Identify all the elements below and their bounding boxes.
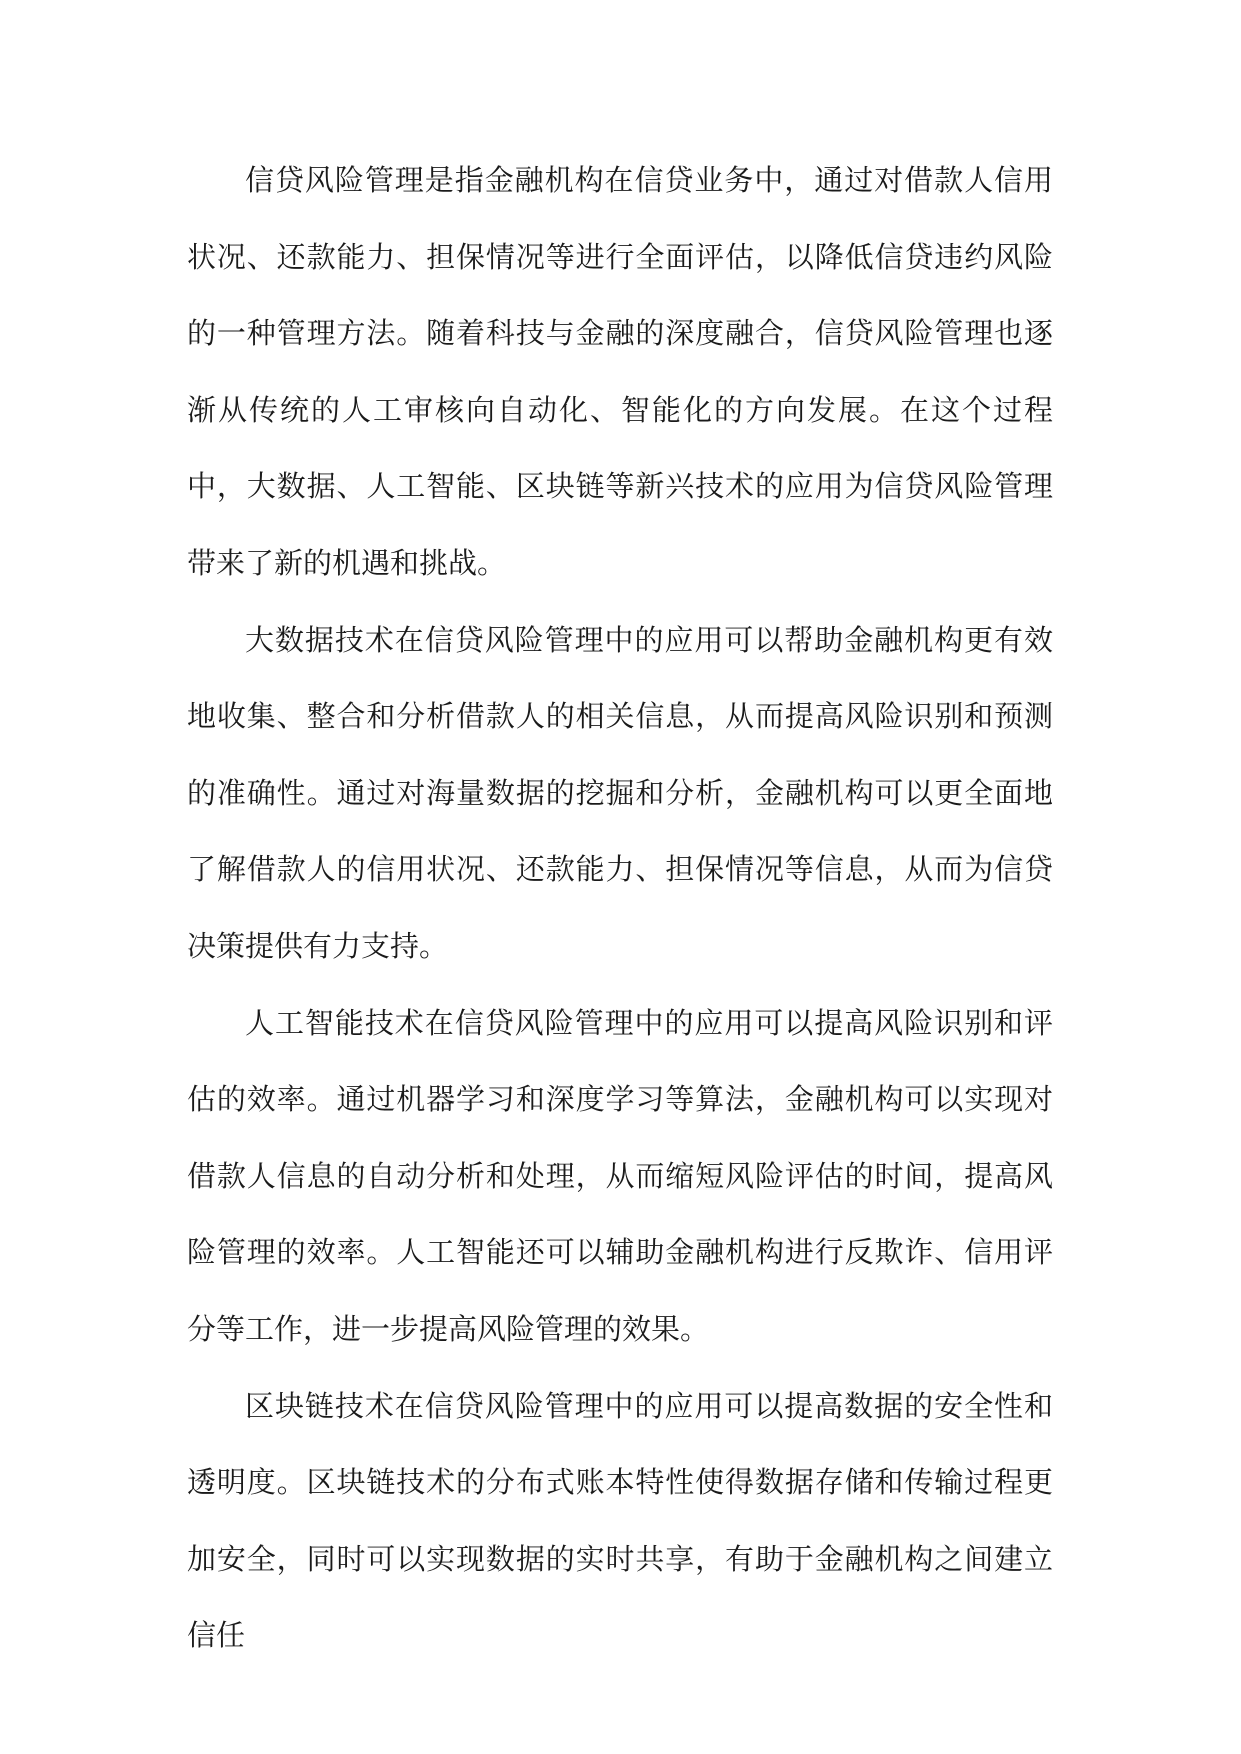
document-body <box>187 142 1053 1674</box>
paragraph-credit-risk-intro: 信贷风险管理是指金融机构在信贷业务中，通过对借款人信用状况、还款能力、担保情况等进行全面评估，以降低信贷违约风险的一种管理方法。随着科技与金融的深度融合，信贷风险管理也逐渐从传统的人工审核向自动化、智能化的方向发展。在这个过程中，大数据、人工智能、区块链等新兴技术的应用为信贷风险管理带来了新的机遇和挑战。 <box>187 163 1053 580</box>
paragraph-artificial-intelligence: 人工智能技术在信贷风险管理中的应用可以提高风险识别和评估的效率。通过机器学习和深度学习等算法，金融机构可以实现对借款人信息的自动分析和处理，从而缩短风险评估的时间，提高风险管理的效率。人工智能还可以辅助金融机构进行反欺诈、信用评分等工作，进一步提高风险管理的效果。 <box>187 1005 1053 1346</box>
paragraph-big-data: 大数据技术在信贷风险管理中的应用可以帮助金融机构更有效地收集、整合和分析借款人的相关信息，从而提高风险识别和预测的准确性。通过对海量数据的挖掘和分析，金融机构可以更全面地了解借款人的信用状况、还款能力、担保情况等信息，从而为信贷决策提供有力支持。 <box>187 622 1053 963</box>
paragraph-blockchain: 区块链技术在信贷风险管理中的应用可以提高数据的安全性和透明度。区块链技术的分布式账本特性使得数据存储和传输过程更加安全，同时可以实现数据的实时共享，有助于金融机构之间建立信任 <box>187 1388 1053 1653</box>
